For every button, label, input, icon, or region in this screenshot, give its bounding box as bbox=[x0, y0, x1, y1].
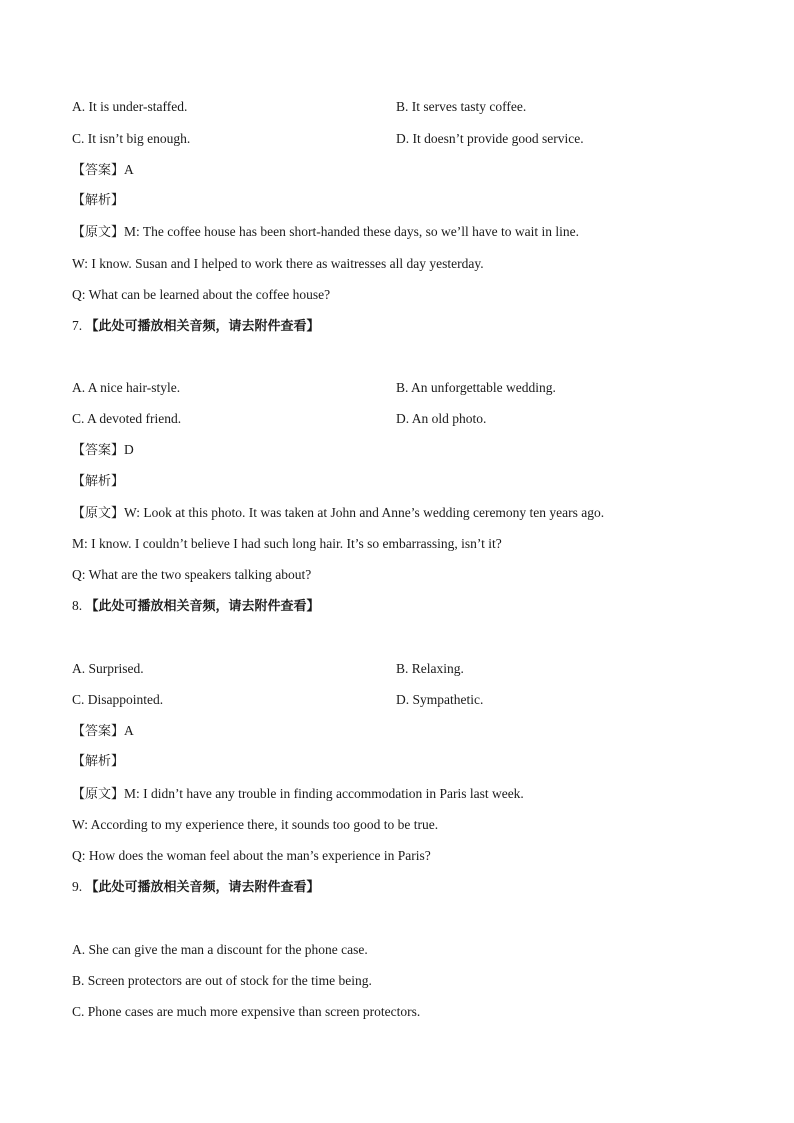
q6-option-d: D. It doesn’t provide good service. bbox=[396, 131, 584, 146]
q6-transcript-2: W: I know. Susan and I helped to work there as waitresses all day yesterday. bbox=[72, 256, 484, 271]
answer-label: 【答案】 bbox=[72, 443, 125, 458]
q6-option-c: C. It isn’t big enough. bbox=[72, 131, 191, 146]
q6-transcript-3: Q: What can be learned about the coffee house? bbox=[72, 287, 331, 302]
transcript-label: 【原文】 bbox=[72, 506, 125, 521]
q7-option-b: B. An unforgettable wedding. bbox=[396, 380, 556, 395]
q8-heading bbox=[72, 598, 320, 615]
q7-option-d: D. An old photo. bbox=[396, 411, 487, 426]
q7-transcript-1 bbox=[72, 505, 604, 522]
answer-value: D bbox=[124, 442, 134, 457]
q6-analysis-label: 【解析】 bbox=[72, 193, 125, 208]
q8-option-b: B. Relaxing. bbox=[396, 661, 464, 676]
answer-label: 【答案】 bbox=[72, 724, 125, 739]
q8-option-a: A. Surprised. bbox=[72, 661, 144, 676]
q7-heading bbox=[72, 318, 320, 335]
q8-option-d: D. Sympathetic. bbox=[396, 692, 484, 707]
question-number: 7. bbox=[72, 318, 83, 333]
question-number: 9. bbox=[72, 879, 83, 894]
answer-value: A bbox=[124, 162, 134, 177]
q8-transcript-1 bbox=[72, 786, 524, 803]
q7-answer bbox=[72, 442, 134, 459]
q7-transcript-2: M: I know. I couldn’t believe I had such long hair. It’s so embarrassing, isn’t it? bbox=[72, 536, 502, 551]
q8-transcript-3: Q: How does the woman feel about the man’s experience in Paris? bbox=[72, 848, 431, 863]
answer-value: A bbox=[124, 723, 134, 738]
answer-label: 【答案】 bbox=[72, 163, 125, 178]
audio-note: 【此处可播放相关音频，请去附件查看】 bbox=[85, 880, 320, 895]
q6-option-b: B. It serves tasty coffee. bbox=[396, 99, 527, 114]
q9-option-b: B. Screen protectors are out of stock for the time being. bbox=[72, 973, 372, 988]
audio-note: 【此处可播放相关音频，请去附件查看】 bbox=[85, 319, 320, 334]
transcript-text: W: Look at this photo. It was taken at John and Anne’s wedding ceremony ten years ago. bbox=[124, 505, 605, 520]
q7-option-c: C. A devoted friend. bbox=[72, 411, 182, 426]
q8-option-c: C. Disappointed. bbox=[72, 692, 164, 707]
audio-note: 【此处可播放相关音频，请去附件查看】 bbox=[85, 599, 320, 614]
q6-answer bbox=[72, 162, 134, 179]
question-number: 8. bbox=[72, 598, 83, 613]
q9-option-c: C. Phone cases are much more expensive than screen protectors. bbox=[72, 1004, 421, 1019]
q8-answer bbox=[72, 723, 134, 740]
q9-option-a: A. She can give the man a discount for the phone case. bbox=[72, 942, 368, 957]
q6-option-a: A. It is under-staffed. bbox=[72, 99, 188, 114]
q8-analysis-label: 【解析】 bbox=[72, 754, 125, 769]
transcript-label: 【原文】 bbox=[72, 787, 125, 802]
q7-option-a: A. A nice hair-style. bbox=[72, 380, 181, 395]
q9-heading bbox=[72, 879, 320, 896]
transcript-text: M: I didn’t have any trouble in finding accommodation in Paris last week. bbox=[124, 786, 524, 801]
transcript-label: 【原文】 bbox=[72, 225, 125, 240]
q8-transcript-2: W: According to my experience there, it sounds too good to be true. bbox=[72, 817, 439, 832]
q7-transcript-3: Q: What are the two speakers talking about? bbox=[72, 567, 312, 582]
q7-analysis-label: 【解析】 bbox=[72, 474, 125, 489]
q6-transcript-1 bbox=[72, 224, 579, 241]
transcript-text: M: The coffee house has been short-handed these days, so we’ll have to wait in line. bbox=[124, 224, 580, 239]
